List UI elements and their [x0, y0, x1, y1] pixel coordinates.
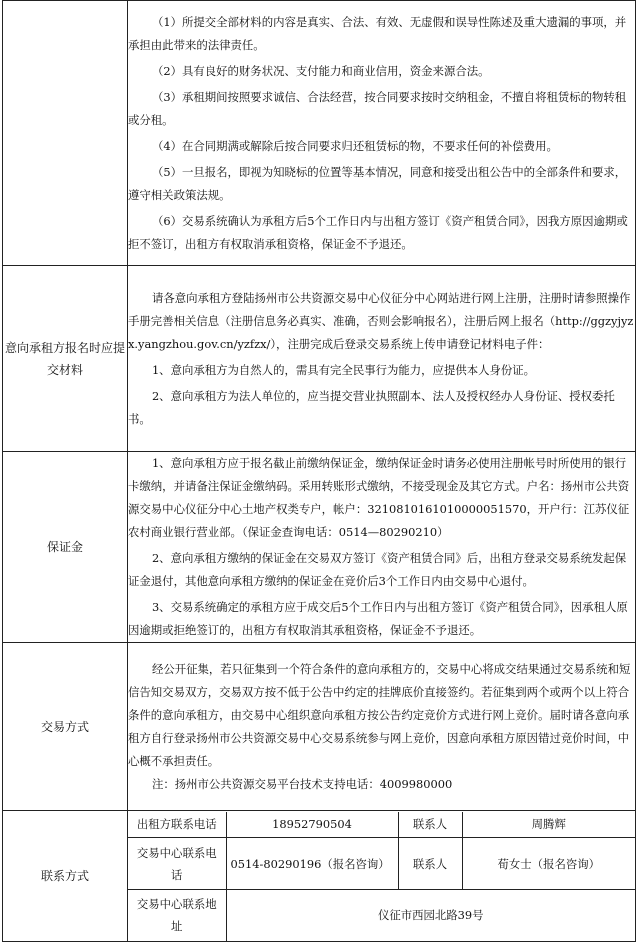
contact-cell: [128, 811, 636, 942]
conditions-body: [128, 1, 636, 266]
row-contact: [3, 811, 636, 942]
method-item: 经公开征集，若只征集到一个符合条件的意向承租方的，交易中心将成交结果通过交易系统和短信告知交易双方，交易双方按不低于公告中约定的挂牌底价直接签约。若征集到两个或两个以上符合条件的意向承租方，由交易中心组织意向承租方按公告约定竞价方式进行网上竞价。届时请各意向承租方自行登录扬州市公共资源交易中心交易系统参与网上竞价，因意向承租方原因错过竞价时间，中心概不承担责任。: [128, 661, 631, 768]
contact-value: 18952790504: [226, 812, 398, 838]
row-conditions: [3, 1, 636, 266]
contact-key: 交易中心联系电话: [128, 838, 226, 890]
contact-address: 仪征市西园北路39号: [226, 890, 635, 941]
deposit-body: [128, 452, 636, 643]
method-note: 注：扬州市公共资源交易平台技术支持电话：4009980000: [151, 776, 453, 791]
contact-row: [128, 812, 635, 838]
contact-key: 联系人: [398, 812, 462, 838]
contact-key: 出租方联系电话: [128, 812, 226, 838]
materials-label: 意向承租方报名时应提交材料: [3, 266, 128, 452]
contact-value: 0514-80290196（报名咨询）: [226, 838, 398, 890]
conditions-item: （2）具有良好的财务状况、支付能力和商业信用，资金来源合法。: [151, 63, 490, 78]
method-label: 交易方式: [3, 643, 128, 811]
materials-item: 1、意向承租方为自然人的，需具有完全民事行为能力，应提供本人身份证。: [151, 362, 536, 377]
conditions-item: （3）承租期间按照要求诚信、合法经营，按合同要求按时交纳租金，不擅自将租赁标的物转租或分租。: [128, 89, 627, 127]
contact-row: [128, 838, 635, 890]
conditions-label: [3, 1, 128, 266]
deposit-label: 保证金: [3, 452, 128, 643]
materials-item: 2、意向承租方为法人单位的，应当提交营业执照副本、法人及授权经办人身份证、授权委托书。: [128, 388, 615, 426]
deposit-item: 2、意向承租方缴纳的保证金在交易双方签订《资产租赁合同》后，出租方登录交易系统发起保证金退付，其他意向承租方缴纳的保证金在竞价后3个工作日内由交易中心退付。: [128, 551, 627, 588]
contact-key: 交易中心联系地址: [128, 890, 226, 941]
row-deposit: [3, 452, 636, 643]
conditions-item: （6）交易系统确认为承租方后5个工作日内与出租方签订《资产租赁合同》，因我方原因逾期或拒不签订，出租方有权取消承租资格，保证金不予退还。: [128, 213, 628, 251]
conditions-item: （4）在合同期满或解除后按合同要求归还租赁标的物，不要求任何的补偿费用。: [151, 138, 558, 153]
row-method: [3, 643, 636, 811]
announcement-table-sheet: [2, 0, 636, 937]
materials-item: 请各意向承租方登陆扬州市公共资源交易中心仪征分中心网站进行网上注册，注册时请参照操作手册完善相关信息（注册信息务必真实、准确，否则会影响报名），注册后网上报名（http://ggzyjyzx.yangzhou.gov.cn/yzfzx/），注册完成后登录交易系统上传申请登记材料电子件：: [128, 290, 634, 351]
row-materials: [3, 266, 636, 452]
method-body: [128, 643, 636, 811]
conditions-item: （5）一旦报名，即视为知晓标的位置等基本情况，同意和接受出租公告中的全部条件和要求，遵守相关政策法规。: [128, 164, 627, 202]
contact-table: [128, 812, 635, 941]
contact-key: 联系人: [398, 838, 462, 890]
contact-value: 周腾辉: [462, 812, 635, 838]
contact-value: 荀女士（报名咨询）: [462, 838, 635, 890]
conditions-item: （1）所提交全部材料的内容是真实、合法、有效、无虚假和误导性陈述及重大遗漏的事项，并承担由此带来的法律责任。: [128, 14, 627, 52]
contact-label: 联系方式: [3, 811, 128, 942]
materials-body: [128, 266, 636, 452]
contact-row: [128, 890, 635, 941]
deposit-item: 1、意向承租方应于报名截止前缴纳保证金，缴纳保证金时请务必使用注册帐号时所使用的银行卡缴纳，并请备注保证金缴纳码。采用转账形式缴纳，不接受现金及其它方式。户名：扬州市公共资源交易中心仪征分中心土地产权类专户，帐户：3210810161010000051570，开户行：江苏仪征农村商业银行营业部。（保证金查询电话：0514—80290210）: [128, 456, 630, 539]
deposit-item: 3、交易系统确定的承租方应于成交后5个工作日内与出租方签订《资产租赁合同》，因承租人原因逾期或拒绝签订的，出租方有权取消其承租资格，保证金不予退还。: [128, 600, 628, 637]
announcement-table: [2, 0, 636, 942]
